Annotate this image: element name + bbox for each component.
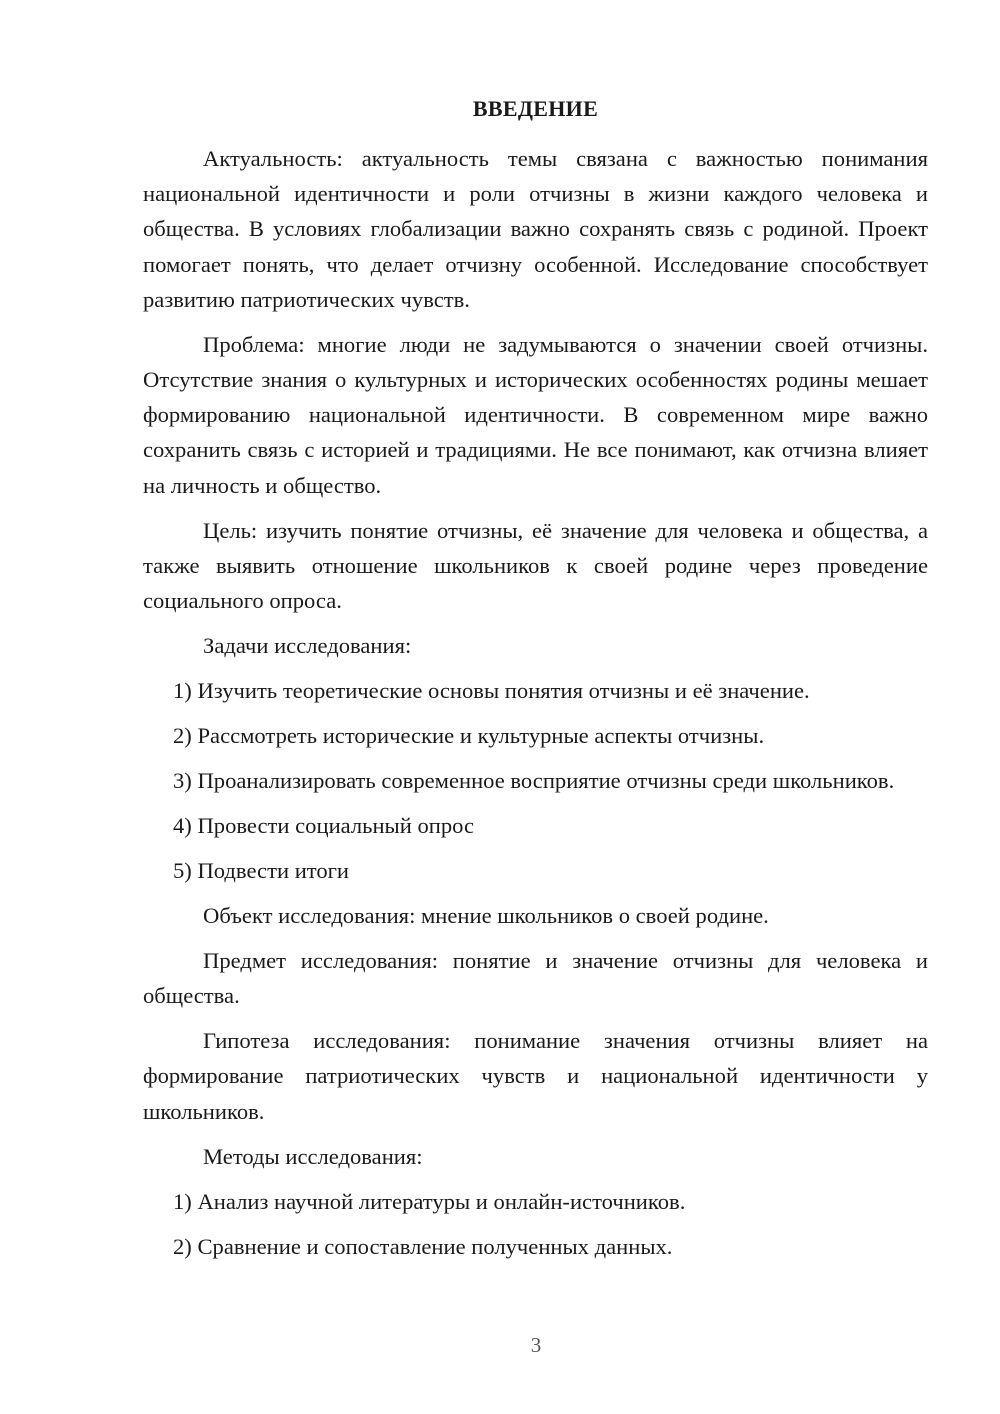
task-item-5: 5) Подвести итоги	[173, 858, 350, 884]
page-number: 3	[530, 1333, 542, 1357]
task-item-4: 4) Провести социальный опрос	[173, 813, 475, 839]
methods-title: Методы исследования:	[203, 1143, 423, 1169]
section-heading: ВВЕДЕНИЕ	[472, 96, 599, 121]
page-content	[143, 91, 928, 1274]
relevance-paragraph: Актуальность: актуальность темы связана с важностью понимания национальной идентичности и роли отчизны в жизни каждого человека и общества. В условиях глобализации важно сохранять связь с родиной. Проект помогает понять, что делает отчизну особенной. Исследование способствует развитию патриотических чувств.	[143, 146, 928, 312]
problem-paragraph: Проблема: многие люди не задумываются о значении своей отчизны. Отсутствие знания о культурных и исторических особенностях родины мешает формированию национальной идентичности. В современном мире важно сохранить связь с историей и традициями. Не все понимают, как отчизна влияет на личность и общество.	[143, 331, 928, 498]
goal-paragraph: Цель: изучить понятие отчизны, её значение для человека и общества, а также выявить отношение школьников к своей родине через проведение социального опроса.	[143, 517, 928, 614]
subject-paragraph: Предмет исследования: понятие и значение отчизны для человека и общества.	[143, 948, 928, 1009]
task-item-3: 3) Проанализировать современное восприятие отчизны среди школьников.	[173, 768, 895, 794]
tasks-title: Задачи исследования:	[203, 633, 412, 659]
task-item-1: 1) Изучить теоретические основы понятия отчизны и её значение.	[173, 678, 810, 704]
task-item-2: 2) Рассмотреть исторические и культурные аспекты отчизны.	[173, 723, 765, 749]
method-item-1: 1) Анализ научной литературы и онлайн-источников.	[173, 1188, 686, 1214]
method-item-2: 2) Сравнение и сопоставление полученных данных.	[173, 1233, 673, 1259]
object-paragraph: Объект исследования: мнение школьников о своей родине.	[203, 903, 769, 929]
hypothesis-paragraph: Гипотеза исследования: понимание значения отчизны влияет на формирование патриотических чувств и национальной идентичности у школьников.	[143, 1028, 928, 1124]
